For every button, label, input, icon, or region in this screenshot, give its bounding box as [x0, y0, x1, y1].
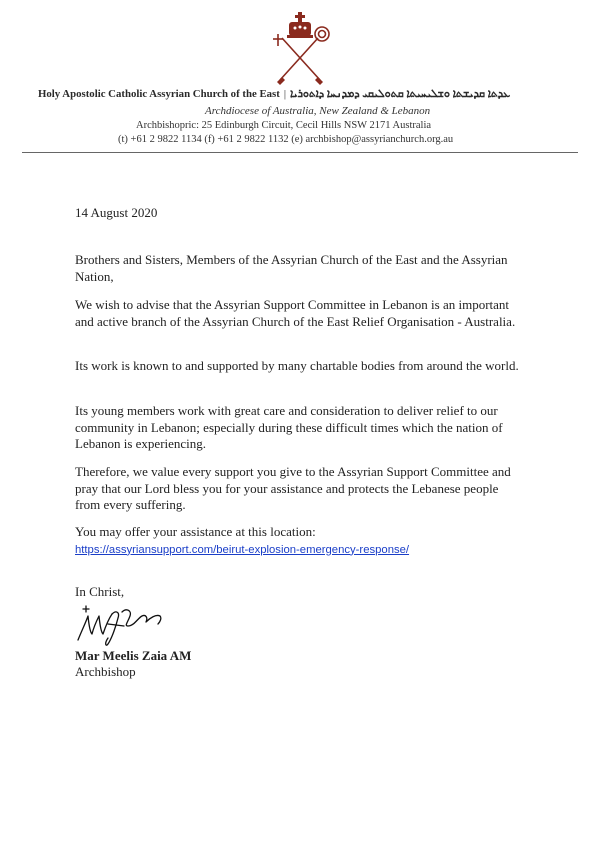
donation-link[interactable]: https://assyriansupport.com/beirut-explosion-emergency-response/	[75, 543, 410, 556]
header-separator: |	[283, 88, 287, 100]
letter-paragraph-4: Therefore, we value every support you give to the Assyrian Support Committee and pray that our Lord bless you for your assistance and protects the Lebanese people from every suffering.	[75, 464, 511, 512]
archbishopric-address: Archbishopric: 25 Edinburgh Circuit, Cecil Hills NSW 2171 Australia	[136, 120, 432, 131]
letter-closing: In Christ,	[75, 584, 125, 599]
archdiocese-name: Archdiocese of Australia, New Zealand & Lebanon	[205, 105, 431, 117]
signer-name: Mar Meelis Zaia AM	[75, 648, 192, 663]
organization-name: Holy Apostolic Catholic Assyrian Church of the East	[38, 88, 280, 100]
contact-details: (t) +61 2 9822 1134 (f) +61 2 9822 1132 (e) archbishop@assyrianchurch.org.au	[118, 134, 454, 145]
letter-date: 14 August 2020	[75, 205, 158, 220]
letter-paragraph-2: Its work is known to and supported by many chartable bodies from around the world.	[75, 358, 519, 373]
syriac-organization-name: ܥܕܬܐ ܩܕܝܫܬܐ ܘܫܠܝܚܝܬܐ ܩܬܘܠܝܩܝ ܕܡܕܢܚܐ ܕܐܬܘܪܝܐ	[290, 88, 511, 100]
assistance-text: You may offer your assistance at this location:	[75, 524, 316, 539]
organization-header	[38, 88, 598, 101]
assistance-section	[75, 524, 520, 558]
header-divider	[22, 152, 578, 153]
church-emblem-icon	[260, 10, 340, 90]
signer-title: Archbishop	[75, 664, 136, 679]
letter-salutation: Brothers and Sisters, Members of the Assyrian Church of the East and the Assyrian Nation,	[75, 252, 508, 284]
letter-paragraph-3: Its young members work with great care and consideration to deliver relief to our community in Lebanon; especially during these difficult times which the nation of Lebanon is experiencing.	[75, 403, 503, 451]
handwritten-signature	[72, 600, 187, 648]
letter-paragraph-1: We wish to advise that the Assyrian Support Committee in Lebanon is an important and active branch of the Assyrian Church of the East Relief Organisation - Australia.	[75, 297, 516, 329]
